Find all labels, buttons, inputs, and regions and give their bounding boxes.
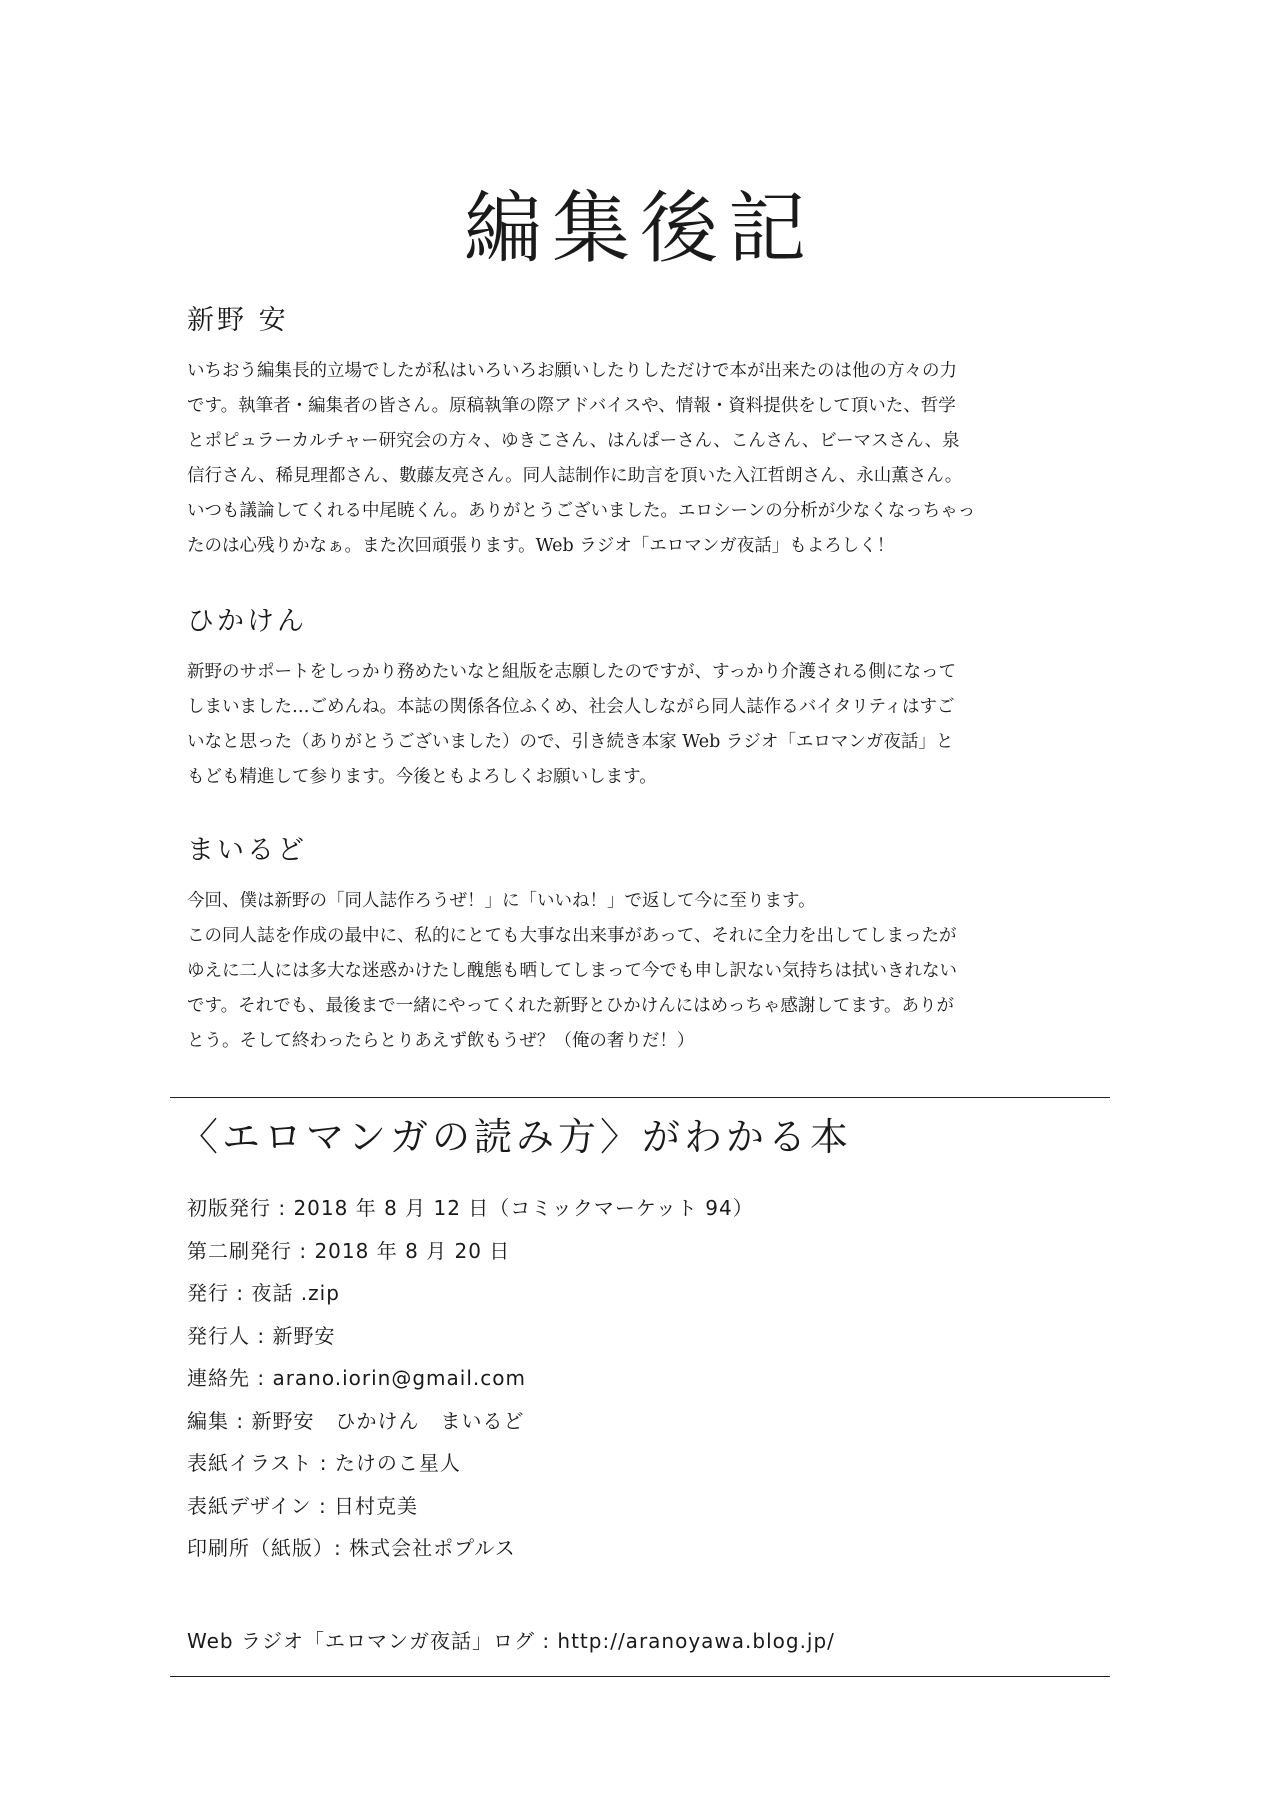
page-title: 編集後記 — [463, 184, 816, 274]
section-body — [187, 884, 1087, 1059]
body-line: 信行さん、稀見理都さん、數藤友亮さん。同人誌制作に助言を頂いた入江哲朗さん、永山薫さん。 — [187, 466, 963, 486]
body-line: です。それでも、最後まで一緒にやってくれた新野とひかけんにはめっちゃ感謝してます。ありが — [187, 996, 955, 1016]
body-line: たのは心残りかなぁ。また次回頑張ります。Web ラジオ「エロマンガ夜話」もよろしく！ — [187, 536, 895, 556]
body-line: ゆえに二人には多大な迷惑かけたし醜態も晒してしまって今でも申し訳ない気持ちは拭いきれない — [187, 961, 957, 981]
section-author: 新野 安 — [187, 305, 289, 336]
body-line: 今回、僕は新野の「同人誌作ろうぜ！」に「いいね！」で返して今に至ります。 — [187, 891, 816, 911]
colophon-editors: 編集 : 新野安 ひかけん まいるど — [187, 1408, 525, 1433]
colophon-first-edition: 初版発行 : 2018 年 8 月 12 日（コミックマーケット 94） — [187, 1196, 754, 1220]
body-line: いつも議論してくれる中尾暁くん。ありがとうございました。エロシーンの分析が少なくなっちゃっ — [187, 501, 976, 521]
colophon-list — [187, 1187, 1087, 1570]
colophon-printer: 印刷所（紙版）: 株式会社ポプルス — [187, 1536, 516, 1560]
body-line: とう。そして終わったらとりあえず飲もうぜ？（俺の奢りだ！） — [187, 1031, 695, 1051]
colophon-second-printing: 第二刷発行 : 2018 年 8 月 20 日 — [187, 1238, 511, 1263]
section-body — [187, 655, 1087, 795]
body-line: この同人誌を作成の最中に、私的にとても大事な出来事があって、それに全力を出してしまったが — [187, 926, 957, 946]
colophon-publisher: 発行 : 夜話 .zip — [187, 1281, 340, 1305]
weblog-link: Web ラジオ「エロマンガ夜話」ログ : http://aranoyawa.blog.jp/ — [187, 1629, 835, 1653]
body-line: しまいました…ごめんね。本誌の関係各位ふくめ、社会人しながら同人誌作るバイタリティはすご — [187, 697, 955, 717]
colophon-issuer: 発行人 : 新野安 — [187, 1323, 336, 1348]
colophon-cover-illustration: 表紙イラスト : たけのこ星人 — [187, 1451, 461, 1475]
body-line: いちおう編集長的立場でしたが私はいろいろお願いしたりしただけで本が出来たのは他の方々の力 — [187, 361, 957, 381]
divider-top — [170, 1097, 1110, 1098]
section-body — [187, 354, 1087, 564]
afterword-section-mild — [187, 837, 1087, 1059]
colophon-cover-design: 表紙デザイン : 日村克美 — [187, 1493, 419, 1518]
afterword-section-arano — [187, 307, 1087, 564]
body-line: もども精進して参ります。今後ともよろしくお願いします。 — [187, 767, 657, 787]
body-line: いなと思った（ありがとうございました）ので、引き続き本家 Web ラジオ「エロマンガ夜話」と — [187, 732, 954, 752]
body-line: 新野のサポートをしっかり務めたいなと組版を志願したのですが、すっかり介護される側になって — [187, 662, 956, 682]
colophon-contact: 連絡先 : arano.iorin@gmail.com — [187, 1366, 526, 1390]
section-author: まいるど — [187, 835, 307, 866]
afterword-section-hikaken — [187, 608, 1087, 795]
section-author: ひかけん — [187, 606, 307, 637]
body-line: です。執筆者・編集者の皆さん。原稿執筆の際アドバイスや、情報・資料提供をして頂いた、哲学 — [187, 396, 956, 416]
body-line: とポピュラーカルチャー研究会の方々、ゆきこさん、はんぱーさん、こんさん、ビーマスさん、泉 — [187, 431, 960, 451]
book-title: 〈エロマンガの読み方〉がわかる本 — [180, 1115, 853, 1159]
divider-bottom — [170, 1676, 1110, 1677]
